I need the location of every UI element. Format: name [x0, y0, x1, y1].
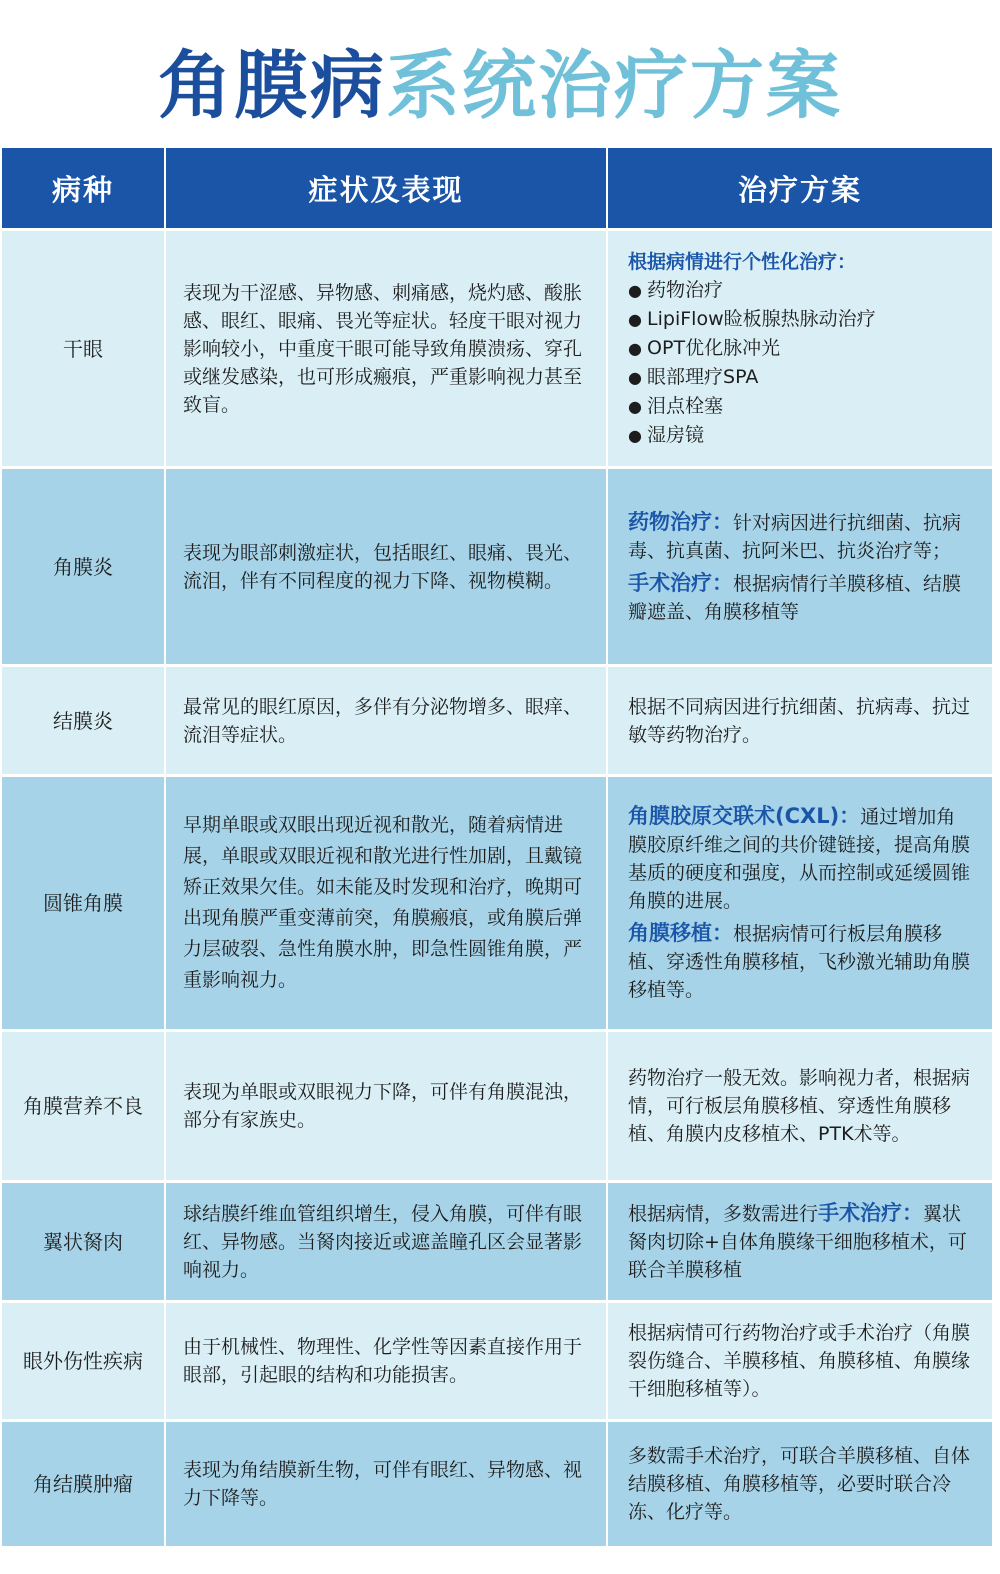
symptoms-cell: [166, 1183, 606, 1300]
treatment-text: 根据不同病因进行抗细菌、抗病毒、抗过敏等药物治疗。: [628, 695, 971, 746]
treatment-cell: [608, 1183, 992, 1300]
header-symptoms: 症状及表现: [166, 148, 606, 228]
treatment-text: 针对病因进行抗细菌、抗病毒、抗真菌、抗阿米巴、抗炎治疗等；: [628, 511, 962, 562]
symptoms-text: 由于机械性、物理性、化学性等因素直接作用于眼部，引起眼的结构和功能损害。: [183, 1336, 583, 1386]
treatment-cell: [608, 667, 992, 774]
treatment-text: 根据病情可行药物治疗或手术治疗（角膜裂伤缝合、羊膜移植、角膜移植、角膜缘干细胞移植等）。: [628, 1322, 971, 1400]
header-treatment: 治疗方案: [608, 148, 992, 228]
symptoms-text: 表现为干涩感、异物感、刺痛感，烧灼感、酸胀感、眼红、眼痛、畏光等症状。轻度干眼对视力影响较小，中重度干眼可能导致角膜溃疡、穿孔或继发感染，也可形成瘢痕，严重影响视力甚至致盲。: [183, 281, 583, 416]
header-disease: 病种: [2, 148, 164, 228]
treatment-paragraph: [628, 802, 972, 915]
disease-name: 角膜营养不良: [2, 1032, 164, 1180]
treatment-paragraph: [628, 919, 972, 1004]
treatment-text: 通过增加角膜胶原纤维之间的共价键链接，提高角膜基质的硬度和强度，从而控制或延缓圆锥角膜的进展。: [628, 806, 971, 912]
treatment-text: 根据病情，多数需进行: [628, 1203, 819, 1225]
treatment-paragraph: [628, 1199, 972, 1284]
title-part-light: 系统治疗方案: [386, 43, 842, 129]
treatment-cell: [608, 1303, 992, 1419]
treatment-text: 根据病情可行板层角膜移植、穿透性角膜移植，飞秒激光辅助角膜移植等。: [628, 923, 971, 1001]
treatment-paragraph: [628, 508, 972, 565]
page-title: [0, 38, 1000, 134]
title-part-dark: 角膜病: [158, 43, 386, 129]
symptoms-cell: [166, 1303, 606, 1419]
treatment-text: 药物治疗一般无效。影响视力者，根据病情，可行板层角膜移植、穿透性角膜移植、角膜内皮移植术、PTK术等。: [628, 1067, 971, 1145]
disease-name: 干眼: [2, 231, 164, 466]
disease-name: 角结膜肿瘤: [2, 1422, 164, 1546]
treatment-label: 手术治疗：: [818, 1201, 924, 1225]
treatment-list-item: ● 药物治疗: [628, 276, 972, 305]
treatment-list-item: ● 泪点栓塞: [628, 392, 972, 421]
symptoms-text: 表现为眼部刺激症状，包括眼红、眼痛、畏光、流泪，伴有不同程度的视力下降、视物模糊。: [183, 541, 583, 592]
treatment-list-item: ● LipiFlow睑板腺热脉动治疗: [628, 305, 972, 334]
symptoms-cell: [166, 231, 606, 466]
symptoms-cell: [166, 1032, 606, 1180]
treatment-label: 手术治疗：: [628, 570, 733, 595]
treatment-label: 药物治疗：: [628, 509, 733, 534]
treatment-cell: [608, 1422, 992, 1546]
symptoms-cell: [166, 777, 606, 1029]
disease-name: 结膜炎: [2, 667, 164, 774]
symptoms-text: 最常见的眼红原因，多伴有分泌物增多、眼痒、流泪等症状。: [183, 695, 583, 746]
treatment-list-item: ● 湿房镜: [628, 421, 972, 450]
treatment-label: 角膜胶原交联术(CXL)：: [628, 804, 861, 828]
symptoms-cell: [166, 469, 606, 664]
disease-name: 翼状胬肉: [2, 1183, 164, 1300]
treatment-cell: [608, 1032, 992, 1180]
symptoms-cell: [166, 667, 606, 774]
disease-name: 眼外伤性疾病: [2, 1303, 164, 1419]
treatment-list-item: ● 眼部理疗SPA: [628, 363, 972, 392]
disease-name: 角膜炎: [2, 469, 164, 664]
treatment-list-item: ● OPT优化脉冲光: [628, 334, 972, 363]
treatment-heading: 根据病情进行个性化治疗：: [628, 250, 857, 273]
treatment-cell: [608, 231, 992, 466]
treatment-table: [2, 148, 992, 1546]
treatment-text: 多数需手术治疗，可联合羊膜移植、自体结膜移植、角膜移植等，必要时联合冷冻、化疗等。: [628, 1445, 971, 1523]
treatment-text: 根据病情行羊膜移植、结膜瓣遮盖、角膜移植等: [628, 572, 962, 623]
treatment-cell: [608, 777, 992, 1029]
treatment-paragraph: [628, 569, 972, 626]
treatment-text: 翼状胬肉切除+自体角膜缘干细胞移植术，可联合羊膜移植: [628, 1203, 967, 1281]
symptoms-text: 球结膜纤维血管组织增生，侵入角膜，可伴有眼红、异物感。当胬肉接近或遮盖瞳孔区会显著影响视力。: [183, 1202, 583, 1281]
treatment-cell: [608, 469, 992, 664]
symptoms-text: 表现为单眼或双眼视力下降，可伴有角膜混浊，部分有家族史。: [183, 1081, 583, 1131]
treatment-label: 角膜移植：: [628, 921, 733, 945]
symptoms-text: 早期单眼或双眼出现近视和散光，随着病情进展，单眼或双眼近视和散光进行性加剧，且戴镜矫正效果欠佳。如未能及时发现和治疗，晚期可出现角膜严重变薄前突，角膜瘢痕，或角膜后弹力层破裂、急性角膜水肿，即急性圆锥角膜，严重影响视力。: [183, 814, 583, 991]
disease-name: 圆锥角膜: [2, 777, 164, 1029]
symptoms-text: 表现为角结膜新生物，可伴有眼红、异物感、视力下降等。: [183, 1459, 583, 1509]
symptoms-cell: [166, 1422, 606, 1546]
